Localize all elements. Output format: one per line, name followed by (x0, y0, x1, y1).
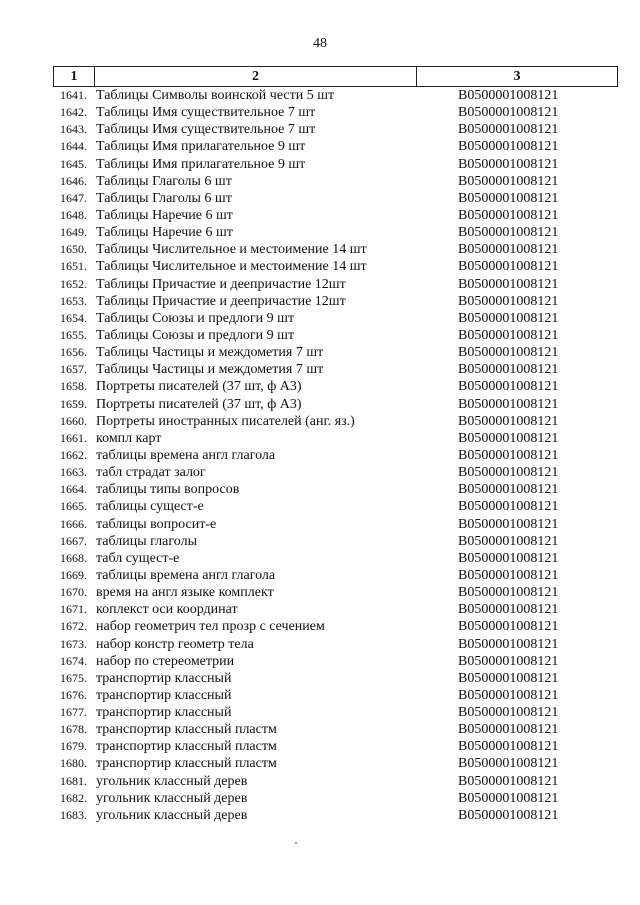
row-item-name: таблицы типы вопросов (96, 482, 240, 498)
inventory-table (53, 66, 618, 824)
row-number: 1661. (60, 430, 87, 445)
row-code: В0500001008121 (458, 756, 559, 772)
row-number: 1676. (60, 687, 87, 702)
row-number: 1646. (60, 173, 87, 188)
row-item-name: таблицы глаголы (96, 533, 197, 549)
table-row (53, 276, 618, 293)
row-number: 1673. (60, 636, 87, 651)
row-code: В0500001008121 (458, 482, 559, 498)
row-item-name: угольник классный дерев (96, 773, 248, 789)
table-header (53, 66, 618, 87)
row-item-name: транспортир классный пластм (96, 722, 277, 738)
row-code: В0500001008121 (458, 156, 559, 172)
row-number: 1678. (60, 722, 87, 737)
row-code: В0500001008121 (458, 122, 559, 138)
table-row (53, 447, 618, 464)
row-item-name: таблицы вопросит-е (96, 516, 217, 532)
row-item-name: таблицы времена англ глагола (96, 447, 276, 463)
table-row (53, 464, 618, 481)
row-item-name: Портреты иностранных писателей (анг. яз.) (96, 413, 355, 429)
row-number: 1670. (60, 585, 87, 600)
table-row (53, 773, 618, 790)
table-row (53, 687, 618, 704)
row-number: 1651. (60, 259, 87, 274)
row-number: 1647. (60, 190, 87, 205)
row-item-name: транспортир классный пластм (96, 739, 277, 755)
table-row (53, 361, 618, 378)
row-code: В0500001008121 (458, 705, 559, 721)
row-number: 1680. (60, 756, 87, 771)
row-number: 1681. (60, 773, 87, 788)
table-row (53, 344, 618, 361)
row-item-name: Таблицы Символы воинской чести 5 шт (96, 88, 335, 103)
row-item-name: набор констр геометр тела (96, 636, 254, 652)
row-number: 1666. (60, 516, 87, 531)
table-row (53, 533, 618, 550)
table-row (53, 258, 618, 275)
table-row (53, 241, 618, 258)
row-number: 1672. (60, 619, 87, 634)
row-item-name: Таблицы Причастие и деепричастие 12шт (96, 276, 346, 292)
table-row (53, 738, 618, 755)
row-item-name: Таблицы Числительное и местоимение 14 шт (96, 259, 367, 275)
row-item-name: Таблицы Имя существительное 7 шт (96, 122, 316, 138)
table-row (53, 601, 618, 618)
row-code: В0500001008121 (458, 670, 559, 686)
row-item-name: угольник классный дерев (96, 790, 248, 806)
row-item-name: коплекст оси координат (96, 602, 238, 618)
row-code: В0500001008121 (458, 585, 559, 601)
row-code: В0500001008121 (458, 567, 559, 583)
row-code: В0500001008121 (458, 173, 559, 189)
row-number: 1654. (60, 310, 87, 325)
table-row (53, 413, 618, 430)
table-row (53, 481, 618, 498)
row-code: В0500001008121 (458, 807, 559, 823)
row-number: 1660. (60, 413, 87, 428)
row-item-name: Таблицы Причастие и деепричастие 12шт (96, 293, 346, 309)
table-row (53, 327, 618, 344)
row-code: В0500001008121 (458, 276, 559, 292)
row-item-name: таблицы сущест-е (96, 499, 204, 515)
row-number: 1653. (60, 293, 87, 308)
row-code: В0500001008121 (458, 430, 559, 446)
row-code: В0500001008121 (458, 653, 559, 669)
row-code: В0500001008121 (458, 636, 559, 652)
row-code: В0500001008121 (458, 447, 559, 463)
table-row (53, 104, 618, 121)
row-code: В0500001008121 (458, 790, 559, 806)
row-code: В0500001008121 (458, 293, 559, 309)
row-number: 1665. (60, 499, 87, 514)
row-item-name: табл сущест-е (96, 550, 180, 566)
table-row (53, 430, 618, 447)
row-number: 1645. (60, 156, 87, 171)
row-number: 1656. (60, 345, 87, 360)
row-code: В0500001008121 (458, 516, 559, 532)
row-item-name: Таблицы Частицы и междометия 7 шт (96, 345, 324, 361)
row-code: В0500001008121 (458, 207, 559, 223)
row-number: 1659. (60, 396, 87, 411)
row-item-name: транспортир классный (96, 670, 232, 686)
row-number: 1652. (60, 276, 87, 291)
row-number: 1657. (60, 362, 87, 377)
row-item-name: Таблицы Частицы и междометия 7 шт (96, 362, 324, 378)
row-item-name: Таблицы Глаголы 6 шт (96, 190, 232, 206)
header-col-1: 1 (54, 67, 95, 86)
table-row (53, 138, 618, 155)
table-row (53, 378, 618, 395)
row-number: 1674. (60, 653, 87, 668)
table-row (53, 224, 618, 241)
row-item-name: компл карт (96, 430, 162, 446)
row-code: В0500001008121 (458, 550, 559, 566)
row-item-name: набор геометрич тел прозр с сечением (96, 619, 325, 635)
row-code: В0500001008121 (458, 687, 559, 703)
table-row (53, 173, 618, 190)
row-code: В0500001008121 (458, 379, 559, 395)
row-code: В0500001008121 (458, 722, 559, 738)
row-number: 1669. (60, 567, 87, 582)
table-row (53, 790, 618, 807)
table-body (53, 87, 618, 824)
row-item-name: таблицы времена англ глагола (96, 567, 276, 583)
table-row (53, 156, 618, 173)
row-code: В0500001008121 (458, 259, 559, 275)
table-row (53, 498, 618, 515)
row-item-name: транспортир классный (96, 705, 232, 721)
table-row (53, 636, 618, 653)
row-code: В0500001008121 (458, 327, 559, 343)
table-row (53, 618, 618, 635)
row-number: 1667. (60, 533, 87, 548)
table-row (53, 721, 618, 738)
row-number: 1650. (60, 242, 87, 257)
row-number: 1642. (60, 105, 87, 120)
table-row (53, 396, 618, 413)
row-item-name: Таблицы Имя существительное 7 шт (96, 105, 316, 121)
row-number: 1662. (60, 447, 87, 462)
table-row (53, 87, 618, 104)
row-number: 1671. (60, 602, 87, 617)
table-row (53, 670, 618, 687)
row-item-name: Портреты писателей (37 шт, ф А3) (96, 379, 302, 395)
row-code: В0500001008121 (458, 533, 559, 549)
row-code: В0500001008121 (458, 773, 559, 789)
row-number: 1643. (60, 122, 87, 137)
row-number: 1682. (60, 790, 87, 805)
row-number: 1683. (60, 807, 87, 822)
row-code: В0500001008121 (458, 602, 559, 618)
row-code: В0500001008121 (458, 88, 559, 103)
row-item-name: Портреты писателей (37 шт, ф А3) (96, 396, 302, 412)
row-code: В0500001008121 (458, 465, 559, 481)
row-code: В0500001008121 (458, 619, 559, 635)
table-row (53, 550, 618, 567)
table-row (53, 704, 618, 721)
row-number: 1663. (60, 465, 87, 480)
row-code: В0500001008121 (458, 242, 559, 258)
row-code: В0500001008121 (458, 139, 559, 155)
table-row (53, 207, 618, 224)
table-row (53, 310, 618, 327)
row-code: В0500001008121 (458, 739, 559, 755)
row-number: 1655. (60, 327, 87, 342)
row-item-name: Таблицы Наречие 6 шт (96, 207, 233, 223)
table-row (53, 121, 618, 138)
row-code: В0500001008121 (458, 413, 559, 429)
row-number: 1664. (60, 482, 87, 497)
row-number: 1677. (60, 705, 87, 720)
row-number: 1668. (60, 550, 87, 565)
table-row (53, 567, 618, 584)
row-item-name: транспортир классный пластм (96, 756, 277, 772)
row-code: В0500001008121 (458, 105, 559, 121)
row-code: В0500001008121 (458, 362, 559, 378)
scan-speck (295, 842, 297, 844)
row-number: 1648. (60, 207, 87, 222)
page-number: 48 (313, 36, 327, 51)
row-item-name: угольник классный дерев (96, 807, 248, 823)
row-item-name: Таблицы Союзы и предлоги 9 шт (96, 310, 295, 326)
row-item-name: набор по стереометрии (96, 653, 235, 669)
table-row (53, 807, 618, 824)
row-item-name: Таблицы Имя прилагательное 9 шт (96, 156, 306, 172)
row-number: 1679. (60, 739, 87, 754)
row-code: В0500001008121 (458, 499, 559, 515)
row-item-name: табл страдат залог (96, 465, 206, 481)
row-code: В0500001008121 (458, 190, 559, 206)
row-number: 1641. (60, 88, 87, 102)
row-item-name: Таблицы Наречие 6 шт (96, 225, 233, 241)
table-row (53, 516, 618, 533)
row-code: В0500001008121 (458, 396, 559, 412)
row-number: 1658. (60, 379, 87, 394)
table-row (53, 584, 618, 601)
row-code: В0500001008121 (458, 225, 559, 241)
row-item-name: Таблицы Глаголы 6 шт (96, 173, 232, 189)
table-row (53, 755, 618, 772)
table-row (53, 190, 618, 207)
row-number: 1644. (60, 139, 87, 154)
row-item-name: Таблицы Союзы и предлоги 9 шт (96, 327, 295, 343)
row-code: В0500001008121 (458, 310, 559, 326)
header-col-3: 3 (513, 69, 521, 84)
row-code: В0500001008121 (458, 345, 559, 361)
row-number: 1675. (60, 670, 87, 685)
header-col-2: 2 (95, 67, 417, 86)
row-number: 1649. (60, 225, 87, 240)
table-row (53, 653, 618, 670)
row-item-name: Таблицы Имя прилагательное 9 шт (96, 139, 306, 155)
table-row (53, 293, 618, 310)
row-item-name: Таблицы Числительное и местоимение 14 шт (96, 242, 367, 258)
row-item-name: время на англ языке комплект (96, 585, 274, 601)
row-item-name: транспортир классный (96, 687, 232, 703)
